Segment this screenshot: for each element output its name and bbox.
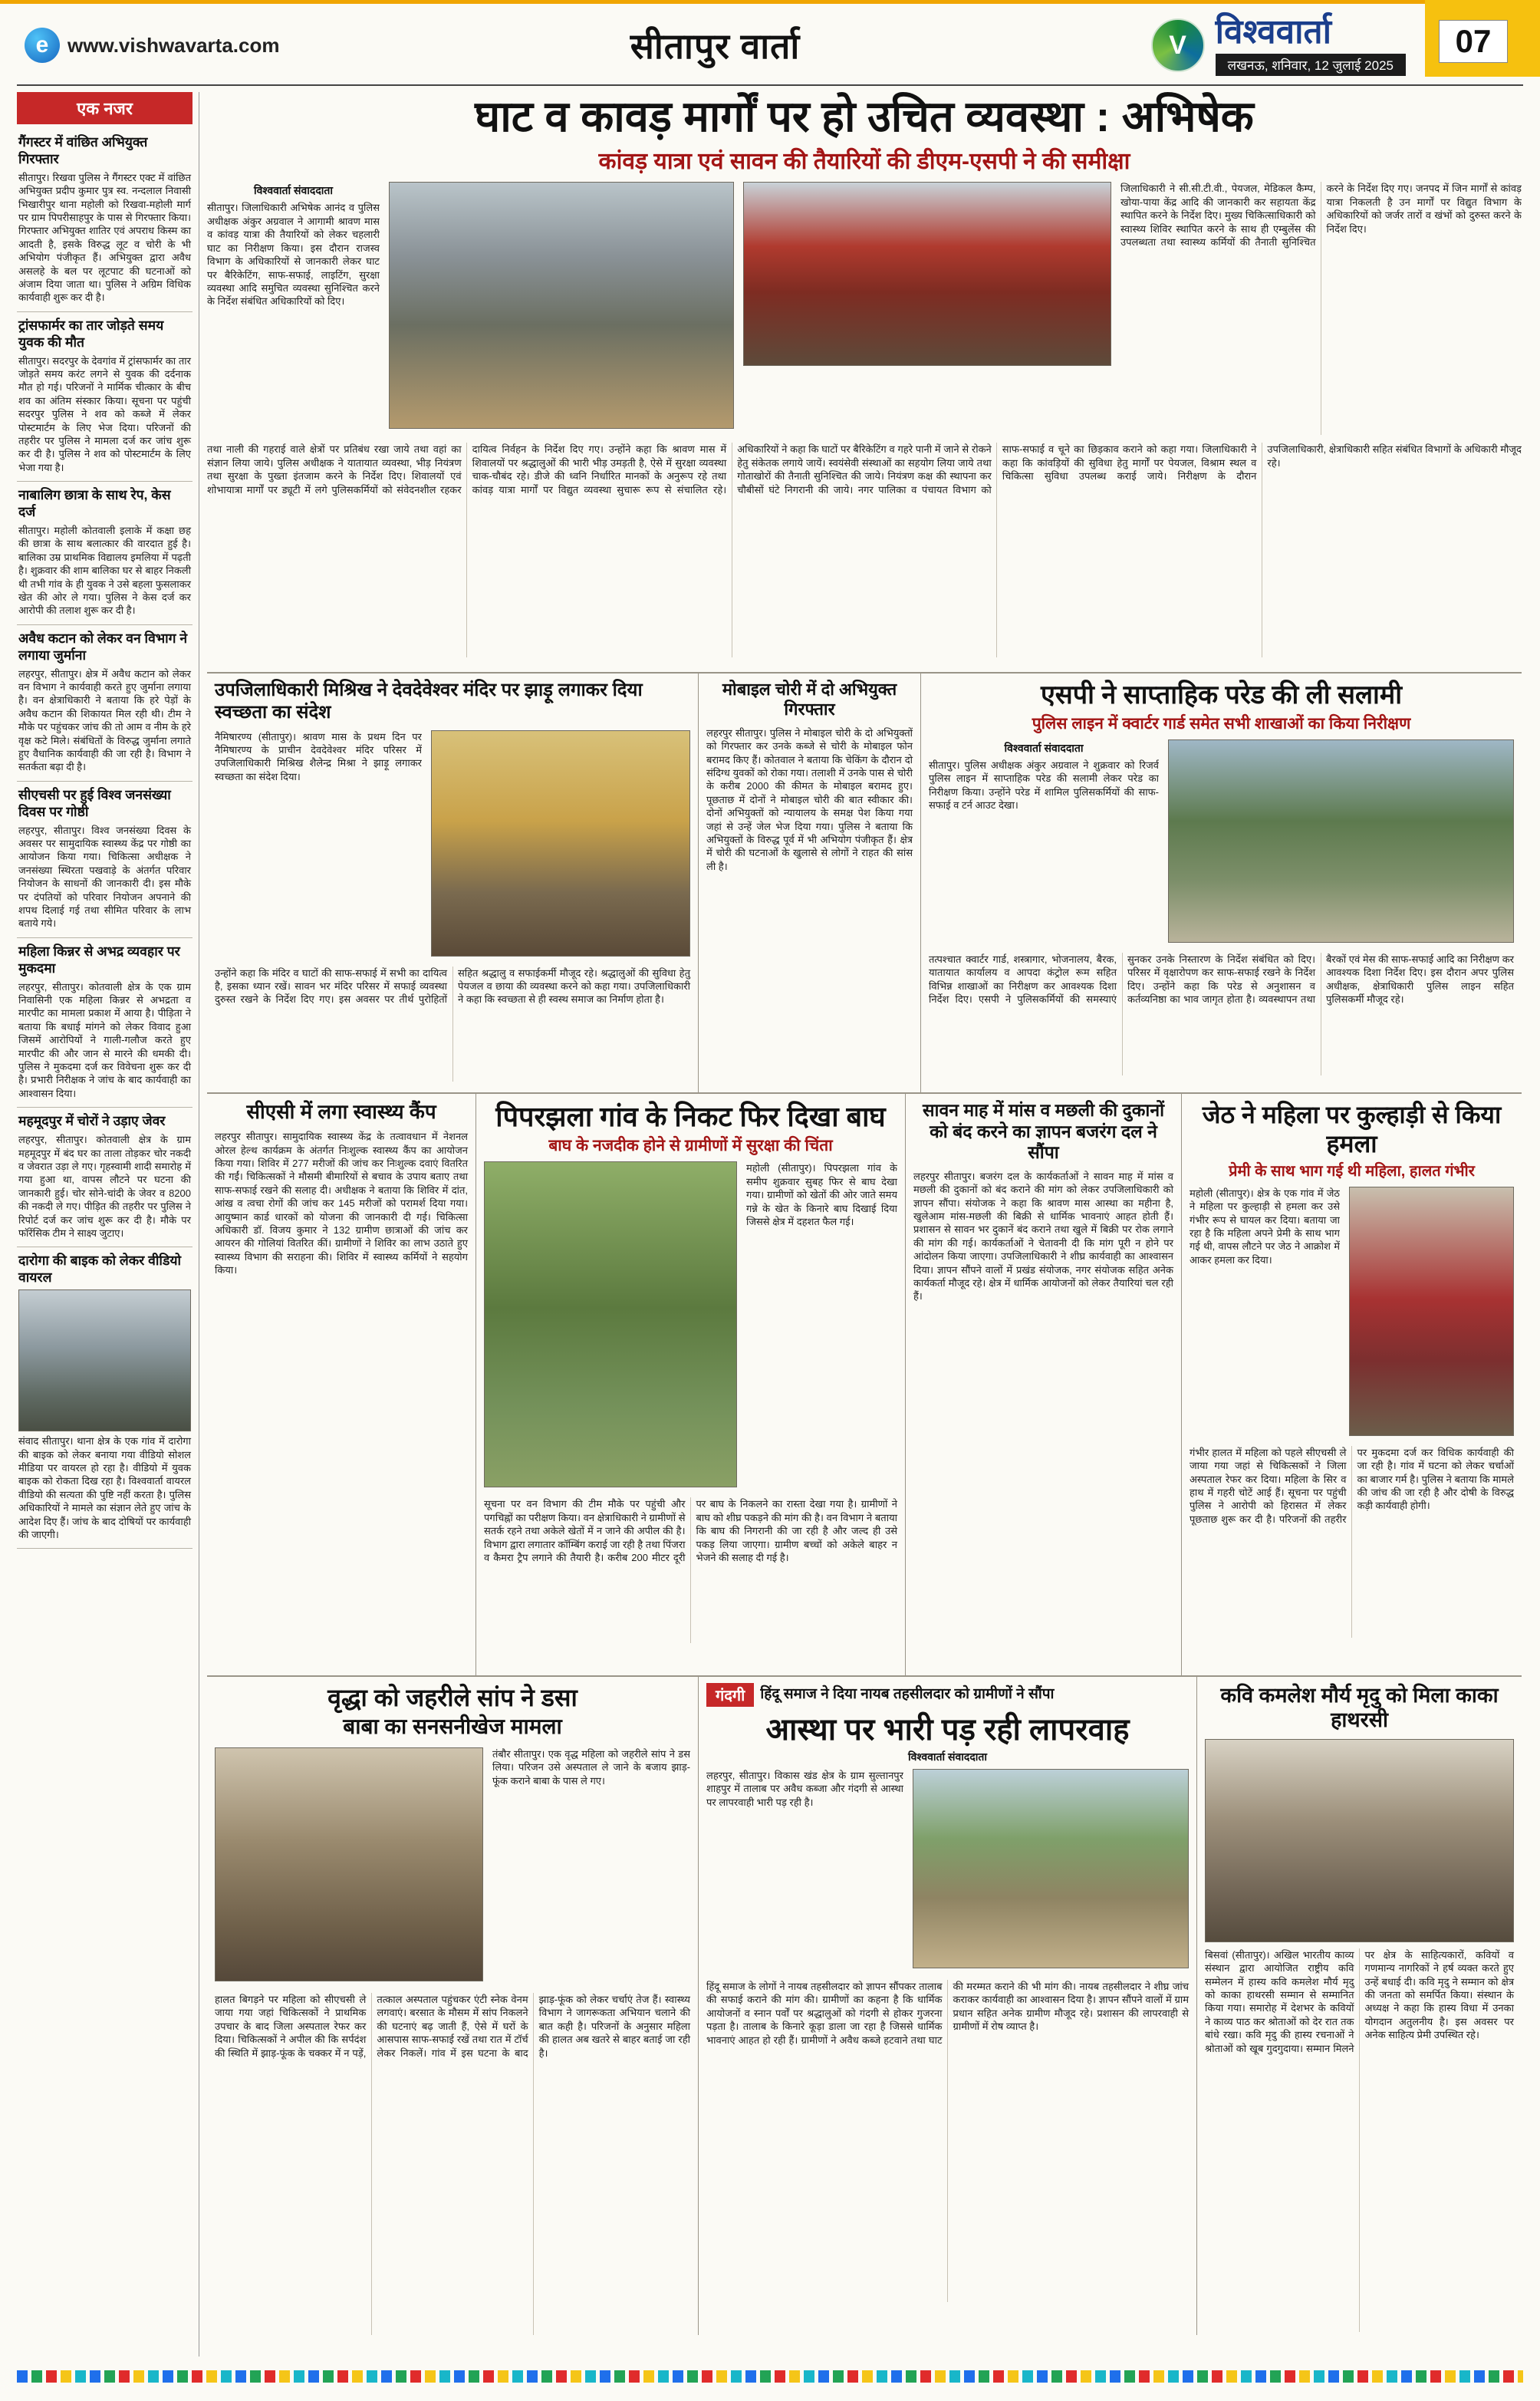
attack-victim-photo <box>1349 1187 1514 1436</box>
mobile-headline: मोबाइल चोरी में दो अभियुक्त गिरफ्तार <box>722 680 897 720</box>
temple-headline: उपजिलाधिकारी मिश्रिख ने देवदेवेश्वर मंदिर पर झाड़ू लगाकर दिया स्वच्छता का संदेश <box>215 680 643 723</box>
vishwavarta-logo-icon: V <box>1151 18 1205 72</box>
mobile-body: लहरपुर सीतापुर। पुलिस ने मोबाइल चोरी के दो अभियुक्तों को गिरफ्तार कर उनके कब्जे से चोरी के मोबाइल फोन बरामद किए हैं। कोतवाल ने बताया कि चेकिंग के दौरान दो संदिग्ध युवकों को रोका गया। तलाशी में उनके पास से चोरी के करीब 2000 की कीमत के मोबाइल बरामद हुए। पूछताछ में दोनों ने मोबाइल चोरी की बात स्वीकार की। दोनों अभियुक्तों को न्यायालय के समक्ष पेश किया गया जहां से उन्हें जेल भेज दिया गया। पुलिस ने बताया कि अभियुक्तों के विरुद्ध पूर्व में भी अभियोग पंजीकृत हैं। क्षेत्र में चोरी की घटनाओं के खुलासे से लोगों ने राहत की सांस ली है। <box>706 726 913 872</box>
temple-sweeping-photo <box>431 730 690 957</box>
pond-tag-headline: हिंदू समाज ने दिया नायब तहसीलदार को ग्रामीणों ने सौंपा <box>760 1686 1055 1703</box>
lead-byline: विश्ववार्ता संवाददाता <box>253 184 334 197</box>
sidebar-title: एक नजर <box>17 92 192 124</box>
parade-police-photo <box>1168 739 1514 943</box>
mobile-theft-article <box>698 674 920 1092</box>
sidebar-news-item <box>17 625 192 782</box>
main-content <box>207 91 1522 2355</box>
temple-intro: नैमिषारण्य (सीतापुर)। श्रावण मास के प्रथम दिन पर नैमिषारण्य के प्राचीन देवदेवेश्वर मंदिर परिसर में उपजिलाधिकारी मिश्रिख शैलेन्द्र मिश्रा ने झाड़ू लगाकर स्वच्छता का संदेश दिया। <box>215 730 422 782</box>
parade-body: तत्पश्चात क्वार्टर गार्ड, शस्त्रागार, भोजनालय, बैरक, यातायात कार्यालय व आपदा कंट्रोल रूम सहित विभिन्न शाखाओं का निरीक्षण कर आवश्यक दिशा निर्देश दिए। एसपी ने पुलिसकर्मियों की समस्याएं सुनकर उनके निस्तारण के निर्देश संबंधित को दिए। परिसर में वृक्षारोपण कर साफ-सफाई रखने के निर्देश दिए। उन्होंने कहा कि परेड से अनुशासन व कर्तव्यनिष्ठा का भाव जागृत होता है। व्यवस्थापन तथा बैरकों एवं मेस की साफ-सफाई आदि का निरीक्षण कर आवश्यक दिशा निर्देश दिए। इस दौरान अपर पुलिस अधीक्षक, क्षेत्राधिकारी पुलिस लाइन सहित पुलिसकर्मी मौजूद रहे। <box>929 953 1514 1006</box>
vishwavarta-e-logo-icon: e <box>25 28 60 63</box>
sidebar-news-item <box>17 938 192 1108</box>
sidebar-item-headline: दारोगा की बाइक को लेकर वीडियो वायरल <box>18 1253 182 1286</box>
lead-ghat-inspection-photo <box>389 182 734 429</box>
sidebar-item-body: संवाद सीतापुर। थाना क्षेत्र के एक गांव में दारोगा की बाइक को लेकर बनाया गया वीडियो सोशल मीडिया पर वायरल हो रहा है। वीडियो में युवक बाइक को रोकता दिख रहा है। विश्ववार्ता वायरल वीडियो की सत्यता की पुष्टि नहीं करता है। पुलिस अधिकारियों ने मामले का संज्ञान लेते हुए जांच के आदेश दिए हैं। जांच के बाद दोषियों पर कार्यवाही की जाएगी। <box>18 1435 191 1540</box>
sidebar-news-item <box>17 782 192 938</box>
sidebar-item-headline: गैंगस्टर में वांछित अभियुक्त गिरफ्तार <box>18 134 148 166</box>
health-camp-article <box>207 1094 475 1675</box>
tiger-article <box>475 1094 905 1675</box>
website-url: www.vishwavarta.com <box>67 33 280 57</box>
second-row <box>207 672 1522 1092</box>
sidebar-item-headline: महमूदपुर में चोरों ने उड़ाए जेवर <box>18 1113 166 1129</box>
page-number-corner <box>1425 0 1540 77</box>
pond-neglect-article <box>698 1677 1196 2335</box>
parade-headline: एसपी ने साप्ताहिक परेड की ली सलामी <box>1040 680 1403 710</box>
fourth-row <box>207 1675 1522 2335</box>
sidebar-news-item <box>17 1108 192 1247</box>
poet-headline: कवि कमलेश मौर्य मृदु को मिला काका हाथरसी <box>1220 1684 1499 1732</box>
parade-subhead: पुलिस लाइन में क्वार्टर गार्ड समेत सभी शाखाओं का किया निरीक्षण <box>1032 714 1411 733</box>
camp-body: लहरपुर सीतापुर। सामुदायिक स्वास्थ्य केंद्र के तत्वावधान में नेशनल ओरल हेल्थ कार्यक्रम के अंतर्गत निःशुल्क स्वास्थ्य कैंप का आयोजन किया गया। शिविर में 277 मरीजों की जांच कर निःशुल्क दवाएं वितरित की गईं। चिकित्सकों ने मौसमी बीमारियों से बचाव के उपाय बताए तथा साफ-सफाई रखने की सलाह दी। अधीक्षक ने बताया कि शिविर में दांत, आंख व त्वचा रोगों की जांच कर 145 मरीजों को परामर्श दिया गया। आयुष्मान कार्ड धारकों को योजना की जानकारी दी गई। चिकित्सा अधिकारी डॉ. विजय कुमार ने 132 ग्रामीण छात्राओं की जांच कर आयरन की गोलियां वितरित कीं। ग्रामीणों ने शिविर का लाभ उठाते हुए स्वास्थ्य विभाग की सराहना की। शिविर में स्वास्थ्य कर्मियों ने सहयोग किया। <box>215 1131 468 1276</box>
camp-headline: सीएसी में लगा स्वास्थ्य कैंप <box>246 1100 436 1123</box>
brand-left <box>25 28 279 63</box>
tiger-field-photo <box>484 1161 737 1487</box>
brand-right <box>1151 12 1406 76</box>
attack-headline: जेठ ने महिला पर कुल्हाड़ी से किया हमला <box>1202 1101 1502 1158</box>
masthead-header <box>25 9 1406 81</box>
sidebar-news-item <box>17 312 192 482</box>
snakebite-article <box>207 1677 698 2335</box>
tiger-body2: सूचना पर वन विभाग की टीम मौके पर पहुंची और पगचिह्नों का परीक्षण किया। वन क्षेत्राधिकारी ने ग्रामीणों से सतर्क रहने तथा अकेले खेतों में न जाने की अपील की है। विभाग द्वारा लगातार कॉम्बिंग कराई जा रही है तथा पिंजरा व कैमरा ट्रैप लगाने की तैयारी है। करीब 200 मीटर दूरी पर बाघ के निकलने का रास्ता देखा गया है। ग्रामीणों ने बाघ को शीघ्र पकड़ने की मांग की है। वन विभाग ने बताया कि बाघ की निगरानी की जा रही है और जल्द ही उसे पकड़ लिया जाएगा। ग्रामीण बच्चों को अकेले बाहर न भेजने की सलाह दी गई है। <box>484 1498 897 1563</box>
sidebar-news-item <box>17 1247 192 1549</box>
attack-body: महोली (सीतापुर)। क्षेत्र के एक गांव में जेठ ने महिला पर कुल्हाड़ी से हमला कर उसे गंभीर रूप से घायल कर दिया। बताया जा रहा है कि महिला अपने प्रेमी के साथ भाग गई थी, वापस लौटने पर जेठ ने आक्रोश में आकर हमला कर दिया। <box>1190 1187 1340 1266</box>
snake-body2: हालत बिगड़ने पर महिला को सीएचसी ले जाया गया जहां चिकित्सकों ने प्राथमिक उपचार के बाद जिला अस्पताल रेफर कर दिया। चिकित्सकों ने अपील की कि सर्पदंश की स्थिति में झाड़-फूंक के चक्कर में न पड़ें, तत्काल अस्पताल पहुंचकर एंटी स्नेक वेनम लगवाएं। बरसात के मौसम में सांप निकलने की घटनाएं बढ़ जाती हैं, ऐसे में घरों के आसपास साफ-सफाई रखें तथा रात में टॉर्च लेकर निकलें। गांव में इस घटना के बाद झाड़-फूंक को लेकर चर्चाएं तेज हैं। स्वास्थ्य विभाग ने जागरूकता अभियान चलाने की बात कही है। परिजनों के अनुसार महिला की हालत अब खतरे से बाहर बताई जा रही है। <box>215 1993 690 2059</box>
sawan-memo-article <box>905 1094 1181 1675</box>
sidebar-news-item <box>17 482 192 625</box>
sawan-body: लहरपुर सीतापुर। बजरंग दल के कार्यकर्ताओं ने सावन माह में मांस व मछली की दुकानों को बंद कराने की मांग को लेकर उपजिलाधिकारी को ज्ञापन सौंपा। संयोजक ने कहा कि श्रावण मास आस्था का महीना है, खुलेआम मांस-मछली की बिक्री से धार्मिक भावनाएं आहत होती हैं। प्रशासन से सावन भर दुकानें बंद कराने तथा खुले में बिक्री पर रोक लगाने की मांग की गई। कार्यकर्ताओं ने चेतावनी दी कि मांग पूरी न होने पर आंदोलन किया जाएगा। उपजिलाधिकारी ने शीघ्र कार्यवाही का आश्वासन दिया। ज्ञापन सौंपने वालों में प्रखंड संयोजक, नगर संयोजक सहित अनेक कार्यकर्ता मौजूद रहे। क्षेत्र में धार्मिक आयोजनों को लेकर तैयारियां चल रही हैं। <box>913 1170 1173 1303</box>
tiger-body: महोली (सीतापुर)। पिपरझला गांव के समीप शुक्रवार सुबह फिर से बाघ देखा गया। ग्रामीणों को खेतों की ओर जाते समय गन्ने के खेत के किनारे बाघ दिखाई दिया जिससे क्षेत्र में दहशत फैल गई। <box>746 1162 897 1227</box>
snake-headline: वृद्धा को जहरीले सांप ने डसा <box>327 1684 578 1711</box>
snake-body: तंबौर सीतापुर। एक वृद्ध महिला को जहरीले सांप ने डस लिया। परिजन उसे अस्पताल ले जाने के बजाय झाड़-फूंक कराने बाबा के पास ले गए। <box>492 1747 690 1787</box>
lead-intro: सीतापुर। जिलाधिकारी अभिषेक आनंद व पुलिस अधीक्षक अंकुर अग्रवाल ने आगामी श्रावण मास व कांवड़ यात्रा की तैयारियों को लेकर चहलारी घाट का निरीक्षण किया। इस दौरान राजस्व विभाग के अधिकारियों से जानकारी लेकर घाट पर बैरिकेटिंग, साफ-सफाई, लाइटिंग, सुरक्षा व्यवस्था आदि समुचित व्यवस्था सुनिश्चित करने के निर्देश संबंधित अधिकारियों को दिए। <box>207 202 380 308</box>
header-rule <box>17 84 1523 86</box>
garbage-tag: गंदगी <box>706 1683 754 1707</box>
lead-headline: घाट व कावड़ मार्गों पर हो उचित व्यवस्था : अभिषेक <box>475 92 1254 140</box>
axe-attack-article <box>1181 1094 1522 1675</box>
bottom-color-strip <box>17 2370 1523 2383</box>
sawan-headline: सावन माह में मांस व मछली की दुकानों को बंद करने का ज्ञापन बजरंग दल ने सौंपा <box>922 1100 1165 1163</box>
sidebar-item-body: लहरपुर, सीतापुर। कोतवाली क्षेत्र के एक ग्राम निवासिनी एक महिला किन्नर से अभद्रता व मारपीट का मामला प्रकाश में आया है। पीड़िता ने बताया कि बधाई मांगने को लेकर विवाद हुआ जिसमें आरोपियों ने गाली-गलौज करते हुए मारपीट की और जान से मारने की धमकी दी। पुलिस ने मुकदमा दर्ज कर विवेचना शुरू कर दी है। प्रभारी निरीक्षक ने जांच के बाद कार्यवाही का आश्वासन दिया। <box>18 980 191 1099</box>
third-row <box>207 1092 1522 1675</box>
poet-award-photo <box>1205 1739 1514 1942</box>
sidebar-item-headline: महिला किन्नर से अभद्र व्यवहार पर मुकदमा <box>18 943 180 976</box>
sidebar-news-item <box>17 129 192 312</box>
tiger-subhead: बाघ के नजदीक होने से ग्रामीणों में सुरक्षा की चिंता <box>548 1137 833 1155</box>
page-number: 07 <box>1439 20 1508 63</box>
pond-headline: आस्था पर भारी पड़ रही लापरवाह <box>765 1713 1130 1747</box>
parade-article <box>920 674 1522 1092</box>
edition-dateline: लखनऊ, शनिवार, 12 जुलाई 2025 <box>1216 54 1406 76</box>
pond-road-photo <box>913 1769 1189 1968</box>
sidebar-item-body: सीतापुर। सदरपुर के देवगांव में ट्रांसफार्मर का तार जोड़ते समय करंट लगने से युवक की दर्दनाक मौत हो गई। परिजनों ने मार्मिक चीत्कार के बीच शव का अंतिम संस्कार किया। सूचना पर पहुंची सदरपुर पुलिस ने शव को कब्जे में लेकर पोस्टमार्टम के लिए भेज दिया। परिजनों की तहरीर पर पुलिस ने मामला दर्ज कर जांच शुरू कर दी है। पुलिस ने शव को पोस्टमार्टम के लिए भेजा गया है। <box>18 354 191 473</box>
sidebar-item-headline: ट्रांसफार्मर का तार जोड़ते समय युवक की मौत <box>18 317 164 350</box>
pond-body: लहरपुर, सीतापुर। विकास खंड क्षेत्र के ग्राम सुल्तानपुर शाहपुर में तालाब पर अवैध कब्जा और गंदगी से आस्था पर लापरवाही भारी पड़ रही है। <box>706 1770 903 1808</box>
section-title: सीतापुर वार्ता <box>630 26 801 66</box>
sidebar-item-body: लहरपुर, सीतापुर। विश्व जनसंख्या दिवस के अवसर पर सामुदायिक स्वास्थ्य केंद्र पर गोष्ठी का आयोजन किया गया। चिकित्सा अधीक्षक ने जनसंख्या स्थिरता पखवाड़े के अंतर्गत परिवार नियोजन के साधनों की जानकारी दी। इस मौके पर दंपतियों को परिवार नियोजन अपनाने की शपथ दिलाई गई तथा सीमित परिवार के लाभ बताये गये। <box>18 824 191 930</box>
temple-cleanliness-article <box>207 674 698 1092</box>
sidebar-item-body: सीतापुर। रिखवा पुलिस ने गैंगस्टर एक्ट में वांछित अभियुक्त प्रदीप कुमार पुत्र स्व. नन्दलाल निवासी भिखारीपुर थाना महोली को रिखवा-महोली मार्ग पर ग्राम पिपरीसाहपुर के पास से गिरफ्तार किया। गिरफ्तार अभियुक्त शातिर एवं अपराध किस्म का आदती है, इसके विरुद्ध लूट व चोरी के भी अभियोग पंजीकृत हैं। अभियुक्त द्वारा अवैध असलहे के बल पर लूटपाट की घटनाओं को अंजाम दिया जाता था। पुलिस ने अग्रिम विधिक कार्यवाही शुरू कर दी है। <box>18 171 191 304</box>
pond-body2: हिंदू समाज के लोगों ने नायब तहसीलदार को ज्ञापन सौंपकर तालाब की सफाई कराने की मांग की। ग्रामीणों का कहना है कि धार्मिक आयोजनों व स्नान पर्वों पर श्रद्धालुओं को गंदगी से होकर गुजरना पड़ता है। तालाब के किनारे कूड़ा डाला जा रहा है जिससे धार्मिक भावनाएं आहत हो रही हैं। ग्रामीणों ने अवैध कब्जे हटवाने तथा घाट की मरम्मत कराने की भी मांग की। नायब तहसीलदार ने शीघ्र जांच कराकर कार्यवाही का आश्वासन दिया है। ज्ञापन सौंपने वालों में ग्राम प्रधान सहित अनेक ग्रामीण मौजूद रहे। प्रशासन की लापरवाही से ग्रामीणों में रोष व्याप्त है। <box>706 1981 1189 2046</box>
lead-mid-text: जिलाधिकारी ने सी.सी.टी.वी., पेयजल, मेडिकल कैम्प, खोया-पाया केंद्र आदि की जानकारी कर सहायता केंद्र स्थापित करने के निर्देश दिए। मुख्य चिकित्साधिकारी को स्वास्थ्य शिविर स्थापित करने के साथ ही एम्बुलेंस की उपलब्धता तथा स्वास्थ्य कर्मियों की तैनाती सुनिश्चित करने के निर्देश दिए गए। जनपद में जिन मार्गों से कांवड़ यात्रा निकलती है उन मार्गों पर विद्युत विभाग के अधिकारियों को जर्जर तारों व खंभों को दुरुस्त करने के निर्देश दिए। <box>1120 183 1522 249</box>
brand-name: विश्ववार्ता <box>1215 12 1331 51</box>
parade-intro: सीतापुर। पुलिस अधीक्षक अंकुर अग्रवाल ने शुक्रवार को रिजर्व पुलिस लाइन में साप्ताहिक परेड की सलामी लेकर परेड का निरीक्षण किया। उन्होंने परेड में शामिल पुलिसकर्मियों की साफ-सफाई व टर्न आउट देखा। <box>929 759 1159 812</box>
sidebar-item-body: लहरपुर, सीतापुर। कोतवाली क्षेत्र के ग्राम महमूदपुर में बंद घर का ताला तोड़कर चोर नकदी व जेवरात उड़ा ले गए। गृहस्वामी शादी समारोह में गया हुआ था, वापस लौटने पर घटना की जानकारी हुई। चोर सोने-चांदी के जेवर व 8200 की नकदी ले गए। पीड़ित की तहरीर पर पुलिस ने रिपोर्ट दर्ज कर जांच शुरू कर दी है। मौके पर फॉरेंसिक टीम ने साक्ष्य जुटाए। <box>18 1134 191 1239</box>
poet-body: बिसवां (सीतापुर)। अखिल भारतीय काव्य संस्थान द्वारा आयोजित राष्ट्रीय कवि सम्मेलन में हास्य कवि कमलेश मौर्य मृदु को काका हाथरसी सम्मान से सम्मानित किया गया। समारोह में देशभर के कवियों ने काव्य पाठ कर श्रोताओं को देर रात तक बांधे रखा। कवि मृदु की हास्य रचनाओं ने श्रोताओं को खूब गुदगुदाया। सम्मान मिलने पर क्षेत्र के साहित्यकारों, कवियों व गणमान्य नागरिकों ने हर्ष व्यक्त करते हुए उन्हें बधाई दी। कवि मृदु ने सम्मान को क्षेत्र की जनता को समर्पित किया। संस्थान के अध्यक्ष ने कहा कि हास्य विधा में उनका योगदान अतुलनीय है। इस अवसर पर अनेक साहित्य प्रेमी उपस्थित रहे। <box>1205 1948 1514 2054</box>
lead-body-text: तथा नाली की गहराई वाले क्षेत्रों पर प्रतिबंध रखा जाये तथा वहां का संज्ञान लिया जाये। पुलिस अधीक्षक ने यातायात व्यवस्था, भीड़ नियंत्रण तथा सुरक्षा के पुख्ता इंतजाम करने के निर्देश दिए। शिवालयों एवं शोभायात्रा मार्गों पर ड्यूटी में लगे पुलिसकर्मियों को संवेदनशील रहकर दायित्व निर्वहन के निर्देश दिए गए। उन्होंने कहा कि श्रावण मास में शिवालयों पर श्रद्धालुओं की भारी भीड़ उमड़ती है, ऐसे में सुरक्षा व्यवस्था चाक-चौबंद रहे। डीजे की ध्वनि निर्धारित मानकों के अनुरूप रहे तथा कांवड़ यात्रा मार्गों पर विद्युत व्यवस्था सुचारू रूप से संचालित रहे। अधिकारियों ने कहा कि घाटों पर बैरिकेटिंग व गहरे पानी में जाने से रोकने हेतु संकेतक लगाये जायें। स्वयंसेवी संस्थाओं का सहयोग लिया जाये तथा गोताखोरों की तैनाती सुनिश्चित की जाये। नियंत्रण कक्ष की स्थापना कर चौबीसों घंटे निगरानी की जाये। नगर पालिका व पंचायत विभाग को साफ-सफाई व चूने का छिड़काव कराने को कहा गया। जिलाधिकारी ने कहा कि कांवड़ियों की सुविधा हेतु मार्गों पर पेयजल, विश्राम स्थल व चिकित्सा सुविधा उपलब्ध कराई जाये। निरीक्षण के दौरान उपजिलाधिकारी, क्षेत्राधिकारी सहित संबंधित विभागों के अधिकारी मौजूद रहे। <box>207 443 1522 496</box>
sidebar-item-body: लहरपुर, सीतापुर। क्षेत्र में अवैध कटान को लेकर वन विभाग ने कार्यवाही करते हुए जुर्माना लगाया है। वन क्षेत्राधिकारी ने बताया कि हरे पेड़ों के अवैध कटान की शिकायत मिल रही थी। टीम ने मौके पर पहुंचकर जांच की तो आम व नीम के हरे वृक्ष कटे मिले। संबंधितों के विरुद्ध जुर्माना लगाते हुए वैधानिक कार्यवाही की जा रही है। विभाग ने सतर्कता बढ़ा दी है। <box>18 667 191 773</box>
sidebar-item-headline: अवैध कटान को लेकर वन विभाग ने लगाया जुर्माना <box>18 630 188 663</box>
attack-subhead: प्रेमी के साथ भाग गई थी महिला, हालत गंभीर <box>1229 1162 1475 1180</box>
viral-bike-photo <box>18 1289 191 1431</box>
sidebar-item-headline: नाबालिग छात्रा के साथ रेप, केस दर्ज <box>18 487 171 520</box>
sidebar-ek-najar <box>17 92 199 2357</box>
snake-village-photo <box>215 1747 483 1981</box>
parade-byline: विश्ववार्ता संवाददाता <box>1004 741 1084 754</box>
lead-review-meeting-photo <box>743 182 1111 366</box>
sidebar-item-body: सीतापुर। महोली कोतवाली इलाके में कक्षा छह की छात्रा के साथ बलात्कार की वारदात हुई है। बालिका उम्र प्राथमिक विद्यालय इमलिया में पढ़ती है। शुक्रवार की शाम बालिका घर से बाहर निकली थी तभी गांव के ही युवक ने उसे बहला फुसलाकर खेत की ओर ले गया। पुलिस ने केस दर्ज कर आरोपी की तलाश शुरू कर दी है। <box>18 524 191 617</box>
pond-byline: विश्ववार्ता संवाददाता <box>907 1751 988 1763</box>
top-accent-bar <box>0 0 1540 4</box>
lead-subhead: कांवड़ यात्रा एवं सावन की तैयारियों की डीएम-एसपी ने की समीक्षा <box>598 149 1130 175</box>
poet-award-article <box>1196 1677 1522 2335</box>
sidebar-item-headline: सीएचसी पर हुई विश्व जनसंख्या दिवस पर गोष्ठी <box>18 786 171 819</box>
attack-body2: गंभीर हालत में महिला को पहले सीएचसी ले जाया गया जहां से चिकित्सकों ने जिला अस्पताल रेफर कर दिया। महिला के सिर व हाथ में गहरी चोटें आई हैं। सूचना पर पहुंची पुलिस ने आरोपी को हिरासत में लेकर पूछताछ शुरू कर दी है। परिजनों की तहरीर पर मुकदमा दर्ज कर विधिक कार्यवाही की जा रही है। गांव में घटना को लेकर चर्चाओं का बाजार गर्म है। पुलिस ने बताया कि मामले की जांच की जा रही है और दोषी के विरुद्ध कड़ी कार्यवाही होगी। <box>1190 1446 1514 1525</box>
lead-story <box>207 91 1522 672</box>
tiger-headline: पिपरझला गांव के निकट फिर दिखा बाघ <box>495 1101 886 1132</box>
temple-body: उन्होंने कहा कि मंदिर व घाटों की साफ-सफाई में सभी का दायित्व है, इसका ध्यान रखें। सावन भर मंदिर परिसर में सफाई व्यवस्था दुरुस्त रखने के निर्देश दिए गए। इस अवसर पर तीर्थ पुरोहितों सहित श्रद्धालु व सफाईकर्मी मौजूद रहे। श्रद्धालुओं की सुविधा हेतु पेयजल व छाया की व्यवस्था करने को कहा गया। उपजिलाधिकारी ने कहा कि स्वच्छता से ही स्वस्थ समाज का निर्माण होता है। <box>215 967 690 1006</box>
snake-headline2: बाबा का सनसनीखेज मामला <box>343 1714 562 1739</box>
